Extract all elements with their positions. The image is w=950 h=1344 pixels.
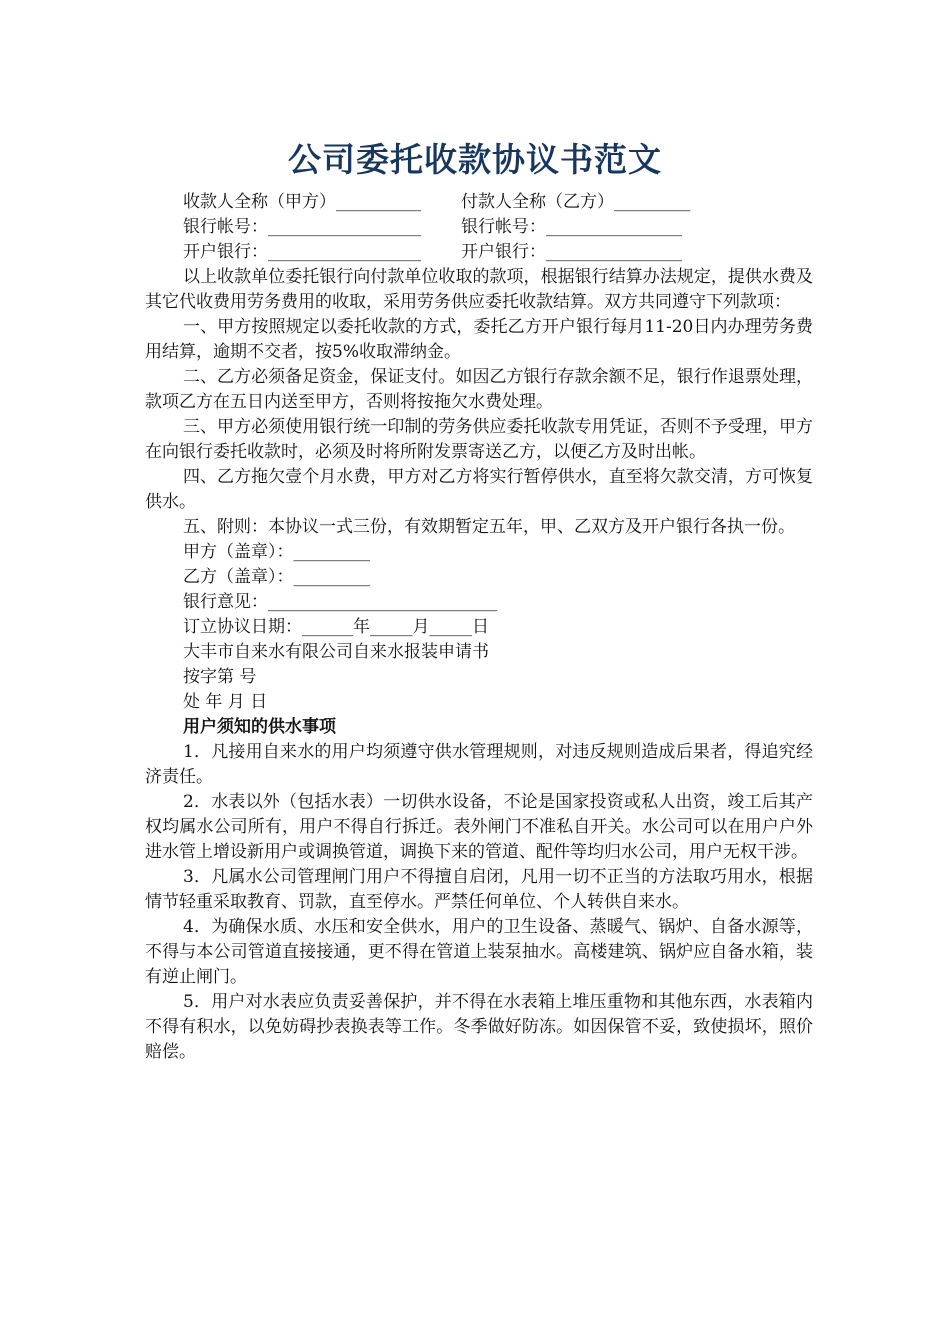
notice-paragraph: 5．用户对水表应负责妥善保护，并不得在水表箱上堆压重物和其他东西，水表箱内不得有积水，以免妨碍抄表换表等工作。冬季做好防冻。如因保管不妥，致使损坏，照价赔偿。 — [145, 992, 813, 1062]
notice-heading: 用户须知的供水事项 — [183, 717, 336, 737]
payee-bank-field: 开户银行：__________________ — [183, 242, 421, 262]
reference-number-line: 按字第 号 — [183, 667, 257, 687]
office-date-line: 处 年 月 日 — [183, 692, 268, 712]
header-row — [145, 190, 813, 215]
clause-paragraph: 四、乙方拖欠壹个月水费，甲方对乙方将实行暂停供水，直至将欠款交清，方可恢复供水。 — [145, 467, 813, 512]
clause-paragraph: 五、附则：本协议一式三份，有效期暂定五年，甲、乙双方及开户银行各执一份。 — [183, 517, 795, 537]
clause-paragraph: 二、乙方必须备足资金，保证支付。如因乙方银行存款余额不足，银行作退票处理，款项乙方在五日内送至甲方，否则将按拖欠水费处理。 — [145, 367, 813, 412]
agreement-date-line: 订立协议日期：______年_____月_____日 — [183, 617, 489, 637]
payer-account-field: 银行帐号：________________ — [461, 217, 682, 237]
intro-paragraph: 以上收款单位委托银行向付款单位收取的款项，根据银行结算办法规定，提供水费及其它代收费用劳务费用的收取，采用劳务供应委托收款结算。双方共同遵守下列款项： — [145, 267, 813, 312]
clause-paragraph: 三、甲方必须使用银行统一印制的劳务供应委托收款专用凭证，否则不予受理，甲方在向银行委托收款时，必须及时将所附发票寄送乙方，以便乙方及时出帐。 — [145, 417, 813, 462]
notice-paragraph: 1．凡接用自来水的用户均须遵守供水管理规则，对违反规则造成后果者，得追究经济责任。 — [145, 742, 813, 787]
notice-paragraph: 4．为确保水质、水压和安全供水，用户的卫生设备、蒸暖气、锅炉、自备水源等，不得与本公司管道直接接通，更不得在管道上装泵抽水。高楼建筑、锅炉应自备水箱，装有逆止闸门。 — [145, 917, 813, 987]
clause-paragraph: 一、甲方按照规定以委托收款的方式，委托乙方开户银行每月11-20日内办理劳务费用结算，逾期不交者，按5%收取滞纳金。 — [145, 317, 813, 362]
payee-name-field: 收款人全称（甲方）__________ — [183, 192, 421, 212]
document-title: 公司委托收款协议书范文 — [288, 140, 662, 179]
bank-opinion-line: 银行意见：___________________________ — [183, 592, 498, 612]
header-row — [145, 240, 813, 265]
party-a-seal-line: 甲方（盖章）：_________ — [183, 542, 370, 562]
party-b-seal-line: 乙方（盖章）：_________ — [183, 567, 370, 587]
document-body — [145, 190, 813, 1065]
header-row — [145, 215, 813, 240]
payer-bank-field: 开户银行：________________ — [461, 242, 682, 262]
notice-paragraph: 2．水表以外（包括水表）一切供水设备，不论是国家投资或私人出资，竣工后其产权均属水公司所有，用户不得自行拆迁。表外闸门不准私自开关。水公司可以在用户户外进水管上增设新用户或调换管道，调换下来的管道、配件等均归水公司，用户无权干涉。 — [145, 792, 813, 862]
notice-paragraph: 3．凡属水公司管理闸门用户不得擅自启闭，凡用一切不正当的方法取巧用水，根据情节轻重采取教育、罚款，直至停水。严禁任何单位、个人转供自来水。 — [145, 867, 813, 912]
application-title-line: 大丰市自来水有限公司自来水报装申请书 — [183, 642, 489, 662]
payee-account-field: 银行帐号：__________________ — [183, 217, 421, 237]
payer-name-field: 付款人全称（乙方）_________ — [461, 192, 691, 212]
